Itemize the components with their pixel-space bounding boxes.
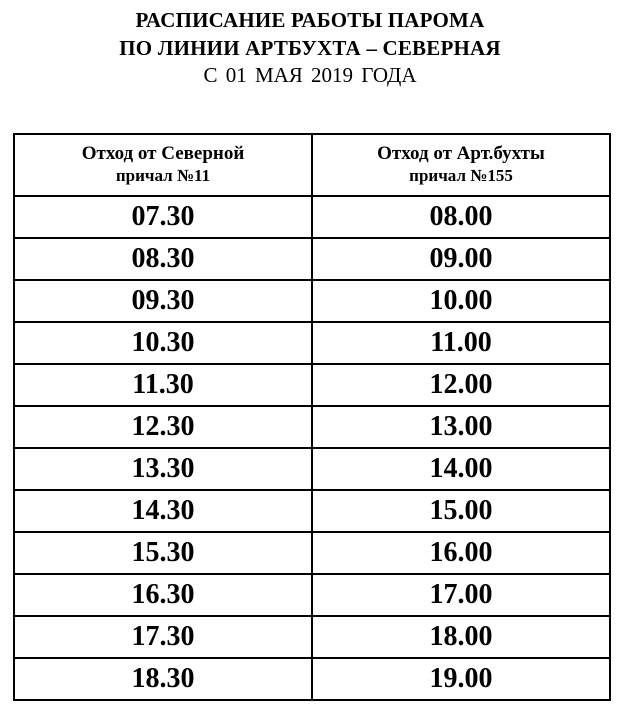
table-header-row: [14, 134, 610, 196]
table-row: [14, 448, 610, 490]
column-header-severnaya: [14, 134, 312, 196]
departure-severnaya: 17.30: [14, 616, 312, 658]
table-row: [14, 322, 610, 364]
table-row: [14, 196, 610, 238]
departure-severnaya: 16.30: [14, 574, 312, 616]
departure-artbukhta: 09.00: [312, 238, 610, 280]
departure-severnaya: 09.30: [14, 280, 312, 322]
departure-severnaya: 11.30: [14, 364, 312, 406]
departure-artbukhta: 14.00: [312, 448, 610, 490]
title-line-1: РАСПИСАНИЕ РАБОТЫ ПАРОМА: [135, 8, 485, 32]
effective-date: С 01 МАЯ 2019 ГОДА: [203, 63, 417, 87]
departure-severnaya: 07.30: [14, 196, 312, 238]
ferry-schedule-table: [13, 133, 611, 701]
table-row: [14, 658, 610, 700]
departure-artbukhta: 17.00: [312, 574, 610, 616]
column-header-artbukhta: [312, 134, 610, 196]
departure-artbukhta: 12.00: [312, 364, 610, 406]
table-row: [14, 406, 610, 448]
departure-severnaya: 12.30: [14, 406, 312, 448]
departure-severnaya: 10.30: [14, 322, 312, 364]
departure-severnaya: 18.30: [14, 658, 312, 700]
departure-artbukhta: 19.00: [312, 658, 610, 700]
column-title: Отход от Арт.бухты: [377, 143, 545, 164]
title-line-2: ПО ЛИНИИ АРТБУХТА – СЕВЕРНАЯ: [119, 36, 501, 60]
schedule-header: [0, 6, 620, 88]
table-row: [14, 616, 610, 658]
table-row: [14, 280, 610, 322]
departure-artbukhta: 10.00: [312, 280, 610, 322]
column-pier: причал №155: [409, 166, 513, 185]
departure-artbukhta: 15.00: [312, 490, 610, 532]
column-pier: причал №11: [115, 166, 211, 185]
table-row: [14, 364, 610, 406]
table-row: [14, 238, 610, 280]
departure-severnaya: 08.30: [14, 238, 312, 280]
departure-artbukhta: 11.00: [312, 322, 610, 364]
departure-severnaya: 14.30: [14, 490, 312, 532]
departure-artbukhta: 08.00: [312, 196, 610, 238]
table-row: [14, 490, 610, 532]
departure-severnaya: 13.30: [14, 448, 312, 490]
departure-severnaya: 15.30: [14, 532, 312, 574]
departure-artbukhta: 13.00: [312, 406, 610, 448]
table-row: [14, 532, 610, 574]
departure-artbukhta: 16.00: [312, 532, 610, 574]
table-row: [14, 574, 610, 616]
column-title: Отход от Северной: [81, 143, 245, 164]
departure-artbukhta: 18.00: [312, 616, 610, 658]
